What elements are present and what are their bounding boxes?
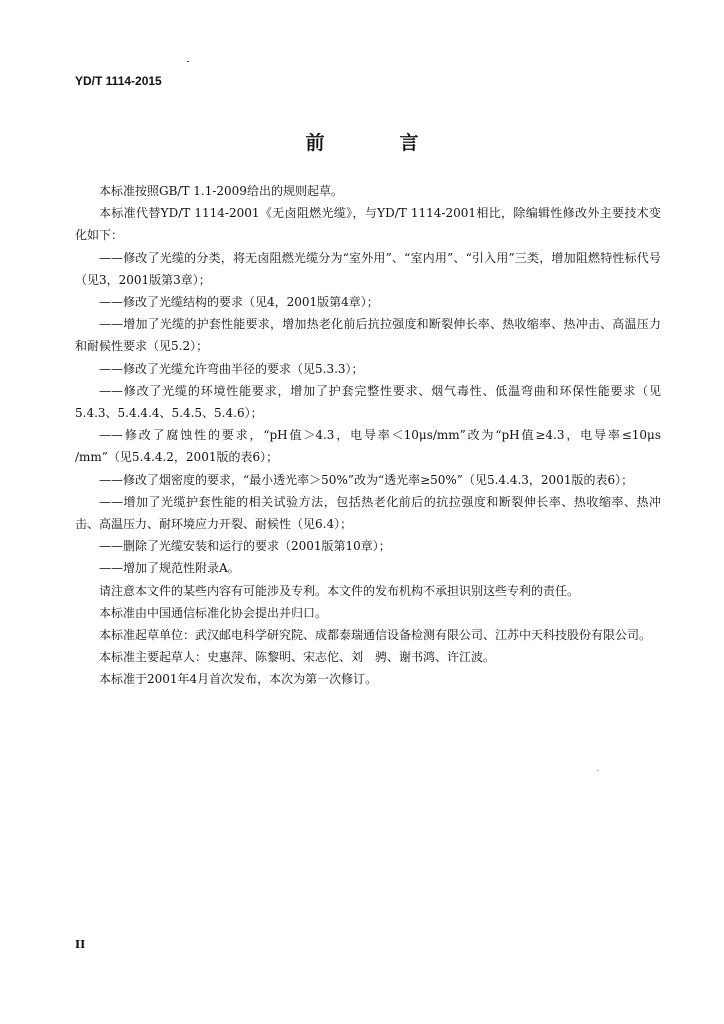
paragraph: ——增加了光缆的护套性能要求，增加热老化前后抗拉强度和断裂伸长率、热收缩率、热冲击、高温压力和耐候性要求（见5.2）； [75, 317, 661, 354]
scan-speck [187, 61, 189, 62]
paragraph: ——修改了腐蚀性的要求，“pH值＞4.3，电导率＜10μs/mm”改为“pH值≥4.3，电导率≤10μs /mm”（见5.4.4.2，2001版的表6）； [75, 428, 661, 465]
paragraph: ——修改了光缆结构的要求（见4，2001版第4章）； [99, 295, 379, 310]
paragraph: ——修改了光缆允许弯曲半径的要求（见5.3.3）； [99, 361, 364, 376]
page-title: 前 言 [305, 132, 447, 154]
paragraph: 本标准按照GB/T 1.1-2009给出的规则起草。 [99, 184, 343, 198]
paragraph: ——修改了烟密度的要求，“最小透光率＞50%”改为“透光率≥50%”（见5.4.4.3，2001版的表6）； [99, 472, 634, 487]
paragraph: 本标准主要起草人：史惠萍、陈黎明、宋志佗、刘 骋、谢书鸿、许江波。 [99, 650, 496, 665]
paragraph: ——修改了光缆的分类，将无卤阻燃光缆分为“室外用”、“室内用”、“引入用”三类，增加阻燃特性标代号（见3，2001版第3章）； [75, 250, 661, 287]
standard-code: YD/T 1114-2015 [75, 74, 162, 88]
scan-speck [597, 770, 599, 771]
paragraph: 本标准起草单位：武汉邮电科学研究院、成都泰瑞通信设备检测有限公司、江苏中天科技股份有限公司。 [99, 628, 652, 643]
paragraph: ——修改了光缆的环境性能要求，增加了护套完整性要求、烟气毒性、低温弯曲和环保性能要求（见5.4.3、5.4.4.4、5.4.5、5.4.6）； [75, 383, 661, 421]
paragraph: ——增加了光缆护套性能的相关试验方法，包括热老化前后的抗拉强度和断裂伸长率、热收缩率、热冲击、高温压力、耐环境应力开裂、耐候性（见6.4）； [75, 494, 661, 532]
paragraph: 本标准于2001年4月首次发布，本次为第一次修订。 [99, 672, 378, 687]
foreword-body [75, 180, 661, 691]
paragraph: ——增加了规范性附录A。 [99, 561, 240, 576]
paragraph: 本标准代替YD/T 1114-2001《无卤阻燃光缆》，与YD/T 1114-2001相比，除编辑性修改外主要技术变化如下： [75, 206, 661, 243]
paragraph: 本标准由中国通信标准化协会提出并归口。 [99, 605, 328, 620]
page-number: II [75, 938, 86, 951]
paragraph: ——删除了光缆安装和运行的要求（2001版第10章）； [99, 539, 391, 554]
paragraph: 请注意本文件的某些内容有可能涉及专利。本文件的发布机构不承担识别这些专利的责任。 [99, 583, 580, 598]
